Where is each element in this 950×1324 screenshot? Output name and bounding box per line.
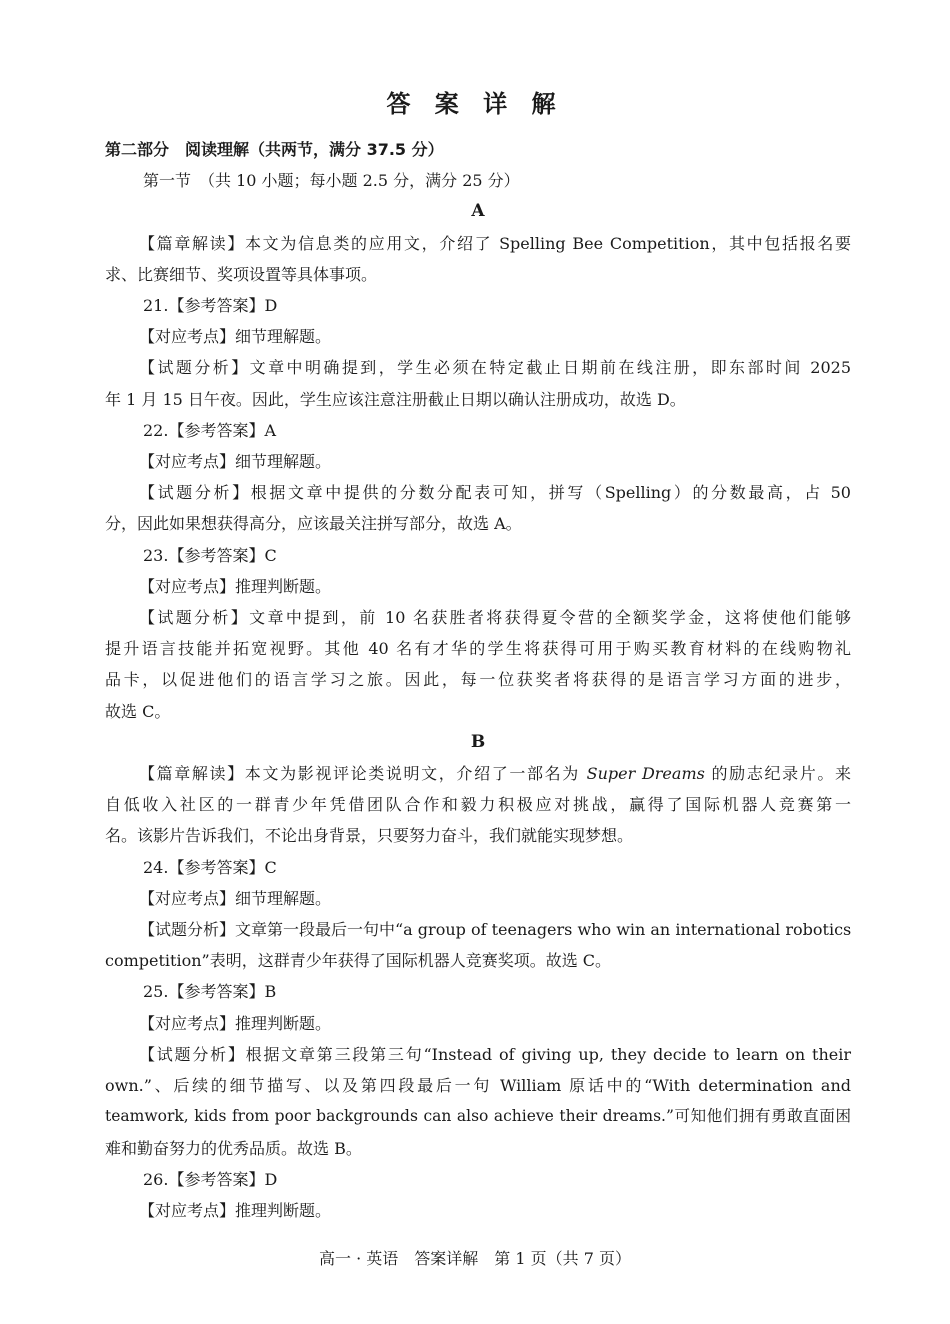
q23-point: 【对应考点】推理判断题。 (139, 576, 332, 596)
q24-answer: 24.【参考答案】C (143, 857, 277, 877)
q25-analysis: 难和勤奋努力的优秀品质。故选 B。 (105, 1138, 362, 1158)
q21-point: 【对应考点】细节理解题。 (139, 327, 332, 347)
q22-analysis: 分，因此如果想获得高分，应该最关注拼写部分，故选 A。 (105, 514, 522, 534)
passage-a-summary: 求、比赛细节、奖项设置等具体事项。 (105, 264, 378, 284)
q22-point: 【对应考点】细节理解题。 (139, 452, 332, 472)
q26-answer: 26.【参考答案】D (143, 1169, 278, 1189)
answer-content (105, 134, 851, 1226)
q25-point: 【对应考点】推理判断题。 (139, 1013, 332, 1033)
q24-analysis: competition”表明，这群青少年获得了国际机器人竞赛奖项。故选 C。 (105, 951, 612, 971)
q24-point: 【对应考点】细节理解题。 (139, 888, 332, 908)
q25-answer: 25.【参考答案】B (143, 982, 277, 1002)
q23-analysis: 【试题分析】文章中提到，前 10 名获胜者将获得夏令营的全额奖学金，这将使他们能够 (139, 608, 851, 628)
q23-analysis: 提升语言技能并拓宽视野。其他 40 名有才华的学生将获得可用于购买教育材料的在线购物礼 (105, 639, 851, 659)
passage-a-summary: 【篇章解读】本文为信息类的应用文，介绍了 Spelling Bee Competition，其中包括报名要 (139, 233, 851, 253)
passage-b-summary (105, 758, 851, 789)
passage-b-summary: 名。该影片告诉我们，不论出身背景，只要努力奋斗，我们就能实现梦想。 (105, 826, 634, 846)
passage-b-summary-text: 【篇章解读】本文为影视评论类说明文，介绍了一部名为 (139, 764, 587, 784)
q23-analysis: 品卡，以促进他们的语言学习之旅。因此，每一位获奖者将获得的是语言学习方面的进步， (105, 670, 851, 690)
q25-analysis: own.”、后续的细节描写、以及第四段最后一句 William 原话中的“With determination and (105, 1076, 851, 1096)
passage-b-summary: 自低收入社区的一群青少年凭借团队合作和毅力积极应对挑战，赢得了国际机器人竞赛第一 (105, 795, 851, 815)
q21-analysis: 【试题分析】文章中明确提到，学生必须在特定截止日期前在线注册，即东部时间 2025 (139, 358, 851, 378)
q26-point: 【对应考点】推理判断题。 (139, 1200, 332, 1220)
q23-answer: 23.【参考答案】C (143, 545, 277, 565)
passage-b-label: B (470, 731, 486, 752)
film-title: Super Dreams (586, 764, 705, 784)
q21-analysis: 年 1 月 15 日午夜。因此，学生应该注意注册截止日期以确认注册成功，故选 D。 (105, 389, 686, 409)
passage-b-summary-text: 的励志纪录片。来 (704, 764, 851, 784)
q21-answer: 21.【参考答案】D (143, 296, 278, 316)
passage-a-label: A (471, 201, 485, 222)
part-heading: 第二部分 阅读理解（共两节，满分 37.5 分） (105, 140, 444, 159)
page-title: 答 案 详 解 (386, 90, 564, 118)
q25-analysis: 【试题分析】根据文章第三段第三句“Instead of giving up, they decide to learn on their (139, 1044, 851, 1064)
q22-analysis: 【试题分析】根据文章中提供的分数分配表可知，拼写（Spelling）的分数最高，占 50 (139, 483, 851, 503)
page-footer: 高一 · 英语 答案详解 第 1 页（共 7 页） (319, 1249, 631, 1268)
q23-analysis: 故选 C。 (105, 701, 171, 721)
q24-analysis: 【试题分析】文章第一段最后一句中“a group of teenagers who win an international robotics (139, 920, 852, 940)
q22-answer: 22.【参考答案】A (143, 420, 277, 440)
q25-analysis: teamwork, kids from poor backgrounds can also achieve their dreams.”可知他们拥有勇敢直面困 (105, 1107, 851, 1126)
section-heading: 第一节 （共 10 小题；每小题 2.5 分，满分 25 分） (143, 171, 520, 191)
